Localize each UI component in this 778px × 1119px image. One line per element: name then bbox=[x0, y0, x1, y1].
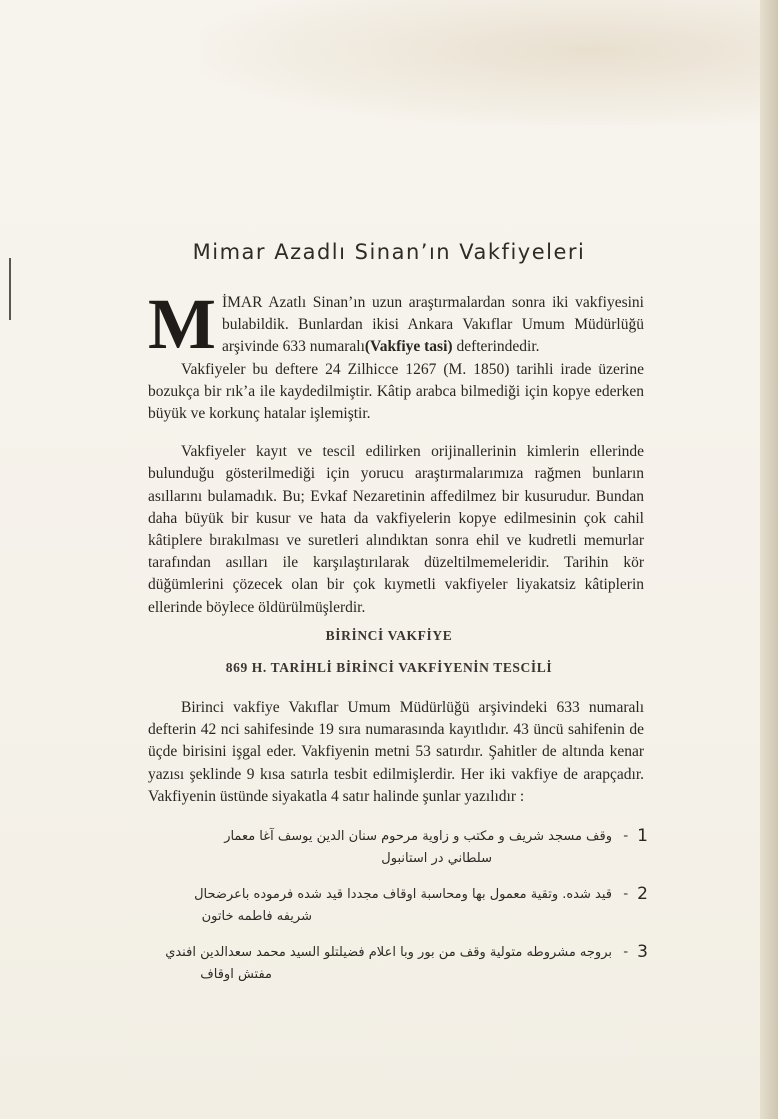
paragraph-1-bold: (Vakfiye tasi) bbox=[364, 338, 453, 356]
ottoman-entries bbox=[148, 826, 648, 1000]
entry-number: 3 bbox=[637, 942, 648, 962]
entry-arabic-text bbox=[152, 826, 612, 870]
entry-number: 1 bbox=[637, 826, 648, 846]
entry-line: بروجه مشروطه متولية وقف من بور وبا اعلام فضيلتلو السيد محمد سعدالدين افندي bbox=[165, 945, 612, 960]
paragraph-2: Vakfiyeler bu deftere 24 Zilhicce 1267 (M. 1850) tarihli irade üzerine bozukça bir rık’a ile kaydedilmiştir. Kâtip arabca bilmediği için kopye ederken büyük ve korkunç hatalar işlemiştir. bbox=[148, 360, 644, 423]
entry-arabic-text bbox=[152, 942, 612, 986]
paragraph-3: Vakfiyeler kayıt ve tescil edilirken orijinallerinin kimlerin ellerinde bulunduğu gösterilmediği için yorucu araştırmalarımıza rağmen bunların asıllarını bulamadık. Bu; Evkaf Nezaretinin affedilmez bir kusurudur. Bundan daha büyük bir kusur ve hata da vakfiyelerin kopye edilmesinin çok cahil kâtiplere bırakılması ve suretleri alındıktan sonra ehil ve kudretli memurlar tarafından asılları ile karşılaştırılarak düzeltilmemeleridir. Tarihin kör düğümlerini çözecek olan bir çok kıymetli vakfiyeler liyakatsiz kâtiplerin ellerinde böylece öldürülmüşlerdir. bbox=[148, 443, 644, 616]
entry-number: 2 bbox=[637, 884, 648, 904]
entry-line: وقف مسجد شريف و مكتب و زاوية مرحوم سنان الدين يوسف آغا معمار bbox=[224, 829, 612, 844]
drop-cap: M bbox=[148, 284, 216, 364]
entry-dash: - bbox=[623, 944, 628, 959]
entry-line: سلطاني در استانبول bbox=[381, 851, 492, 866]
paragraph-1 bbox=[148, 284, 644, 364]
paragraph-1-end: defterindedir. bbox=[452, 338, 540, 356]
binding-mark bbox=[9, 258, 11, 320]
paragraph-4: Birinci vakfiye Vakıflar Umum Müdürlüğü arşivindeki 633 numaralı defterin 42 nci sahifesinde 19 sıra numarasında kayıtlıdır. 43 üncü sahifenin de üçde birisini işgal eder. Vakfiyenin metni 53 satırdır. Şahitler de altında kenar yazısı şeklinde 9 kısa satırla tesbit edilmişlerdir. Her iki vakfiye de arapçadır. Vakfiyenin üstünde siyakatla 4 satır halinde şunlar yazılıdır : bbox=[148, 699, 644, 805]
paragraph-1-text: İMAR Azatlı Sinan’ın uzun araştırmalardan sonra iki vakfiyesini bulabildik. Bunlardan ikisi Ankara Vakıflar Umum Müdürlüğü arşivinde 633 numaralı bbox=[221, 294, 644, 356]
subsection-heading: 869 H. TARİHLİ BİRİNCİ VAKFİYENİN TESCİLİ bbox=[225, 660, 553, 675]
section-heading: BİRİNCİ VAKFİYE bbox=[325, 628, 453, 643]
page-title: Mimar Azadlı Sinan’ın Vakfiyeleri bbox=[192, 240, 586, 264]
entry-line: مفتش اوقاف bbox=[200, 967, 272, 982]
page-edge bbox=[760, 0, 778, 1119]
entry-2 bbox=[148, 884, 648, 930]
entry-3 bbox=[148, 942, 648, 988]
water-stain bbox=[200, 0, 760, 125]
intro-text bbox=[148, 284, 644, 619]
entry-dash: - bbox=[623, 886, 628, 901]
entry-1 bbox=[148, 826, 648, 872]
entry-line: شريفه فاطمه خاتون bbox=[201, 909, 312, 924]
registry-text bbox=[148, 697, 644, 808]
entry-line: قيد شده. وتقية معمول بها ومحاسبة اوقاف مجددا قيد شده فرموده باعرضحال bbox=[194, 887, 612, 902]
entry-dash: - bbox=[623, 828, 628, 843]
entry-arabic-text bbox=[152, 884, 612, 928]
